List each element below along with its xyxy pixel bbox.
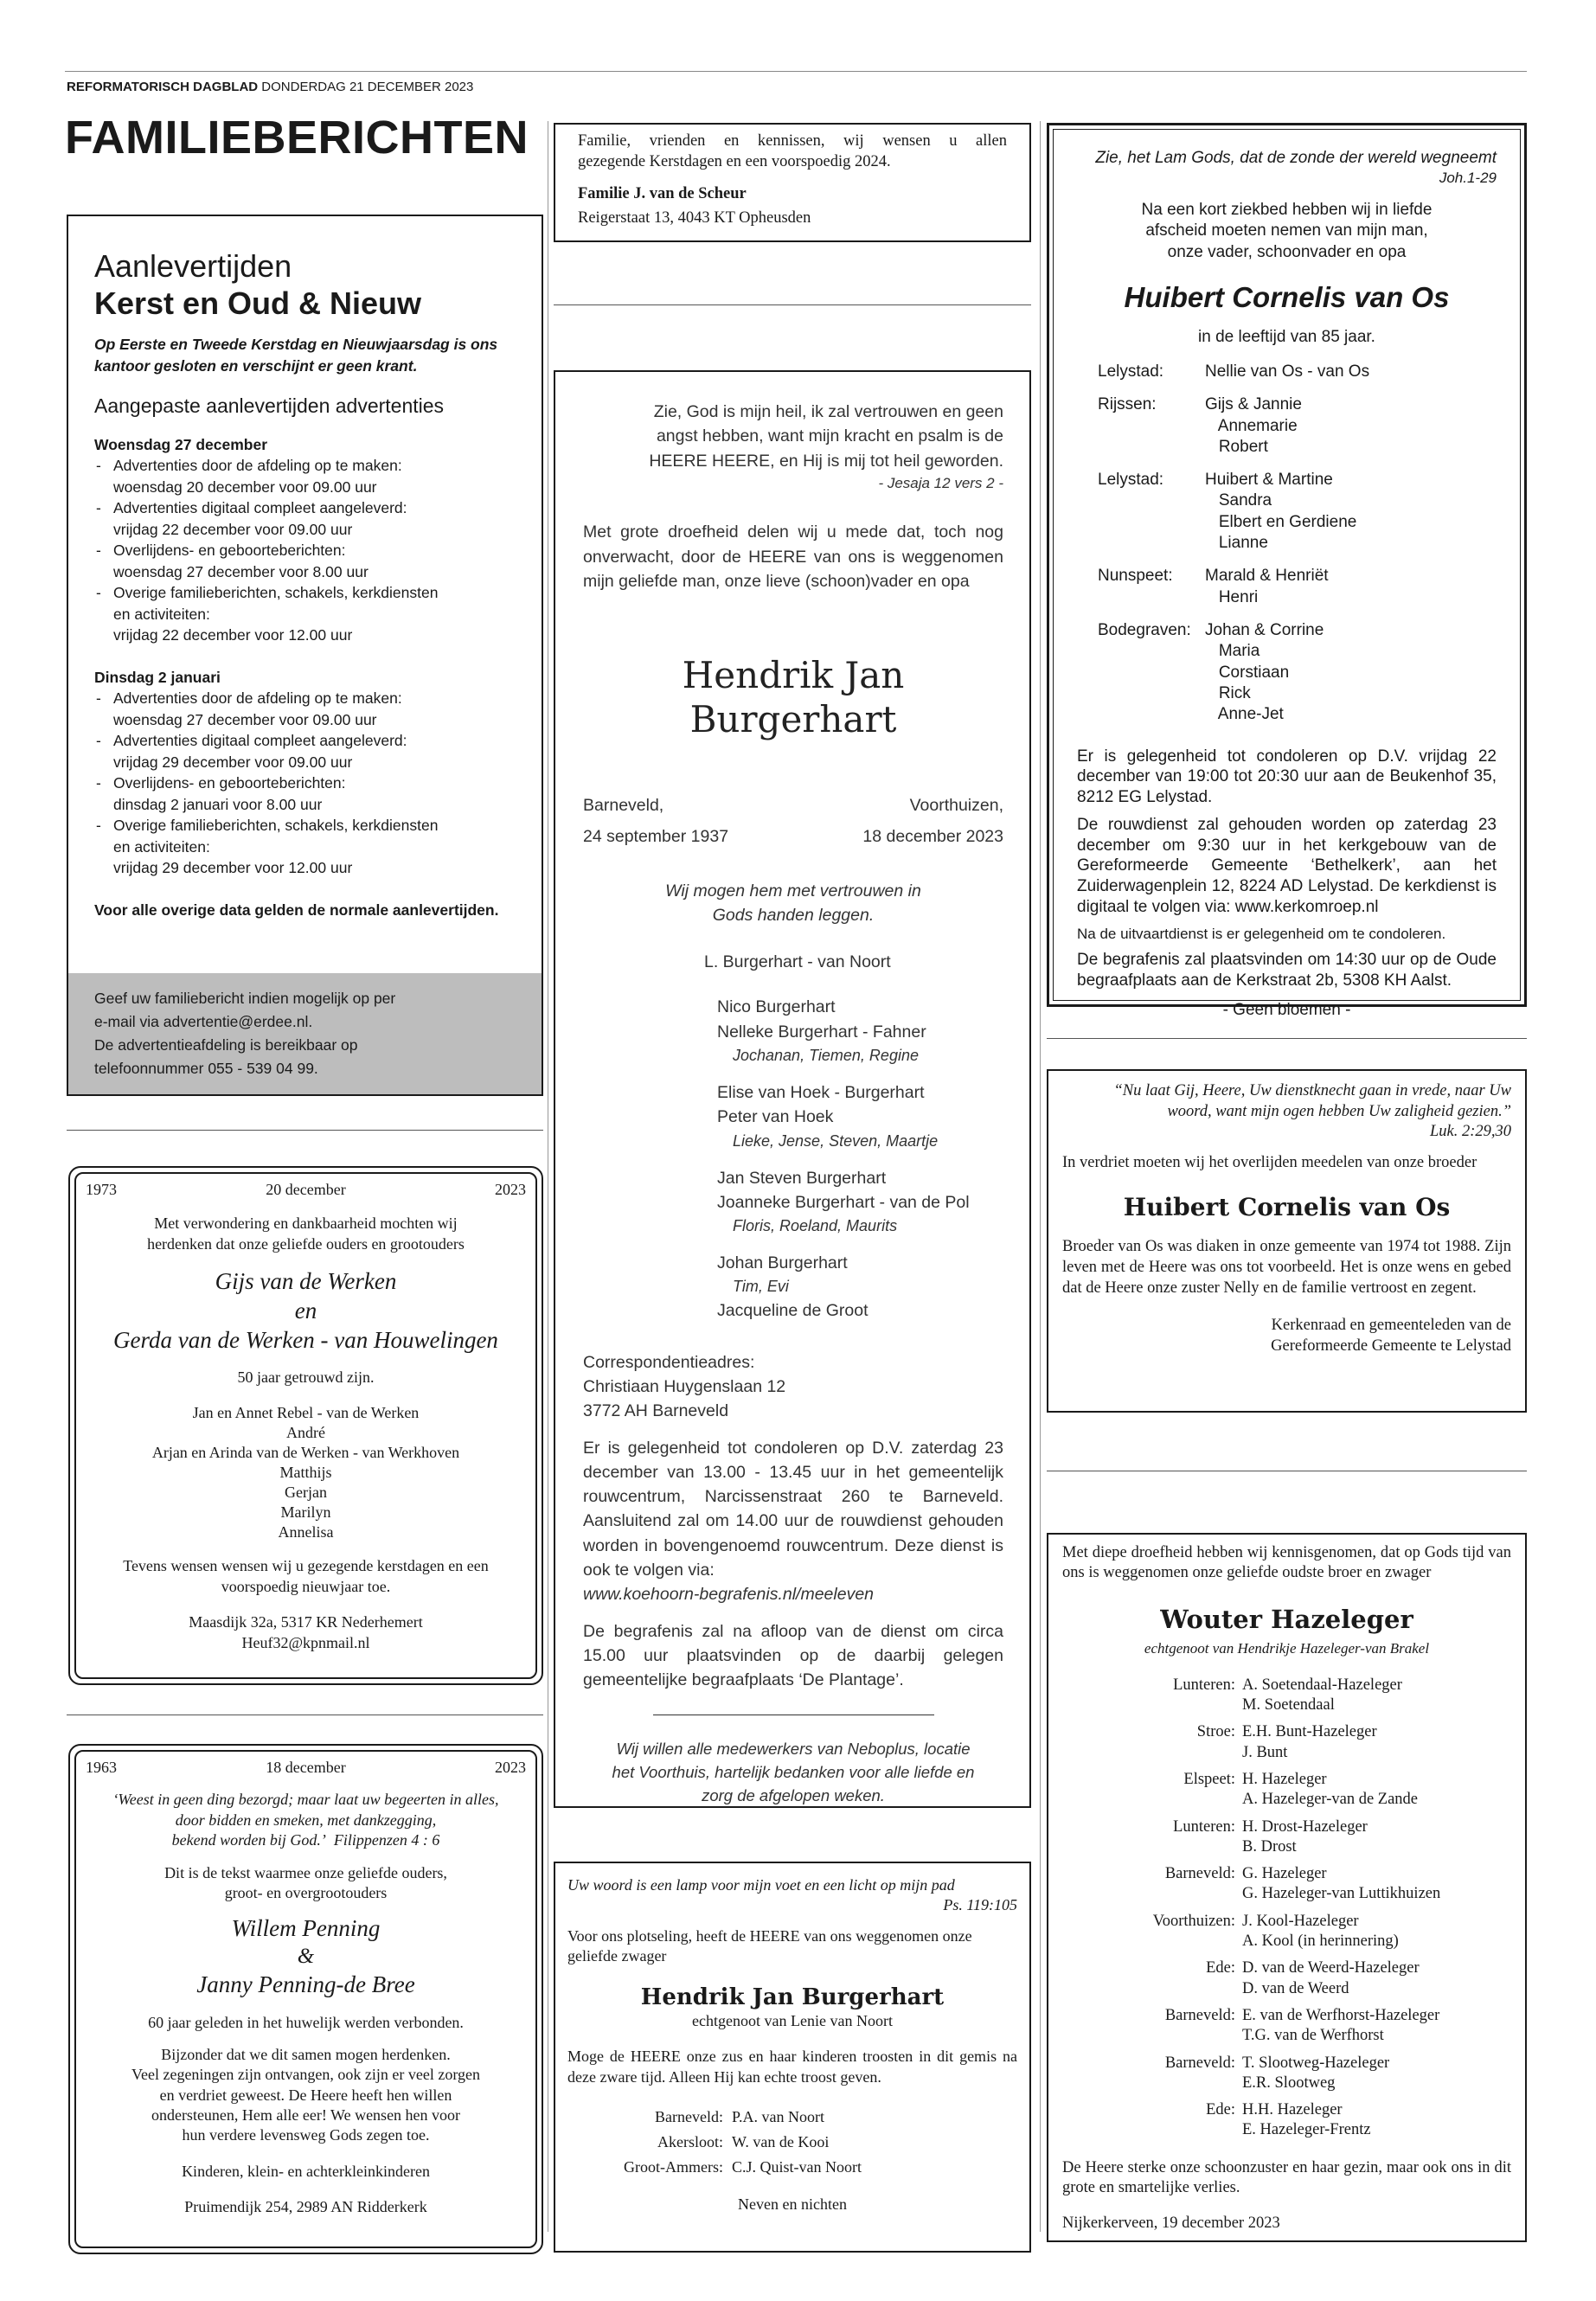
condolence-info: Er is gelegenheid tot condoleren op D.V. vrijdag 22 december van 19:00 tot 20:30 uur aan de Beukenhof 35, 8212 EG Lelystad. bbox=[1077, 747, 1497, 807]
anniversary-date: 20 december bbox=[266, 1181, 346, 1198]
church-notice-vanos: “Nu laat Gij, Heere, Uw dienstknecht gaan in vrede, naar Uw woord, want mijn ogen hebben Uw zaligheid gezien.” Luk. 2:29,30 In verdriet moeten wij het overlijden meedelen van onze broeder Huibert Cornelis van Os Broeder van Os was diaken in onze gemeente van 1974 tot 1988. Zijn leven met de Heere was ons tot voorbeeld. Het is onze wens en gebed dat de Heere onze zuster Nelly en de familie vertroost en zegent. Kerkenraad en gemeenteleden van de Gereformeerde Gemeente te Lelystad bbox=[1047, 1069, 1527, 1413]
deadline-item: - Overlijdens- en geboorteberichten: woensdag 27 december voor 8.00 uur bbox=[94, 540, 516, 582]
family-group: Jan Steven Burgerhart Joanneke Burgerhart - van de Pol Floris, Roeland, Maurits bbox=[717, 1168, 970, 1235]
bible-verse: Zie, God is mijn heil, ik zal vertrouwen en geen bbox=[653, 402, 1003, 421]
intro-text: herdenken dat onze geliefde ouders en grootouders bbox=[147, 1234, 465, 1253]
trust-text: Wij mogen hem met vertrouwen in bbox=[665, 881, 921, 901]
wish-text: Tevens wensen wensen wij u gezegende kerstdagen en een bbox=[123, 1557, 489, 1575]
family-group: Elise van Hoek - Burgerhart Peter van Hoek Lieke, Jense, Steven, Maartje bbox=[717, 1082, 939, 1150]
birth-date: 24 september 1937 bbox=[583, 827, 729, 847]
deceased-name: Hendrik Jan Burgerhart bbox=[682, 654, 905, 740]
birth-place: Barneveld, bbox=[583, 796, 664, 816]
years-married: 50 jaar getrouwd zijn. bbox=[237, 1368, 375, 1386]
divider bbox=[67, 1130, 543, 1131]
deadline-item: - Overige familieberichten, schakels, kerkdiensten en activiteiten: vrijdag 29 december voor 12.00 uur bbox=[94, 815, 516, 879]
greeting-text: gezegende Kerstdagen en een voorspoedig 2024. bbox=[578, 152, 891, 170]
deadline-block bbox=[94, 434, 516, 646]
deadlines-subtitle: Kerst en Oud & Nieuw bbox=[94, 285, 422, 322]
family-list: Jan en Annet Rebel - van de Werken André Arjan en Arinda van de Werken - van Werkhoven Matthijs Gerjan Marilyn Annelisa bbox=[151, 1404, 460, 1541]
website-link[interactable]: www.koehoorn-begrafenis.nl/meeleven bbox=[583, 1585, 875, 1605]
section-title: FAMILIEBERICHTEN bbox=[65, 112, 529, 163]
couple-name: Gerda van de Werken - van Houwelingen bbox=[113, 1326, 498, 1353]
bible-verse: Uw woord is een lamp voor mijn voet en een licht op mijn pad bbox=[567, 1876, 955, 1894]
greeting-text: Familie, vrienden en kennissen, wij wensen u allen bbox=[578, 132, 1007, 150]
deceased-name: Huibert Cornelis van Os bbox=[1123, 1192, 1451, 1221]
bible-verse: Zie, het Lam Gods, dat de zonde der wereld wegneemt bbox=[1095, 149, 1497, 167]
deadline-item: - Advertenties door de afdeling op te maken: woensdag 27 december voor 09.00 uur bbox=[94, 688, 516, 730]
deadline-item: - Advertenties digitaal compleet aangeleverd: vrijdag 29 december voor 09.00 uur bbox=[94, 730, 516, 772]
announcement-text: Na een kort ziekbed hebben wij in liefde bbox=[1141, 201, 1433, 220]
issue-date: DONDERDAG 21 DECEMBER 2023 bbox=[261, 80, 474, 94]
contact-email[interactable]: e-mail via advertentie@erdee.nl. bbox=[94, 1013, 313, 1031]
deadline-item: - Advertenties door de afdeling op te maken: woensdag 20 december voor 09.00 uur bbox=[94, 455, 516, 497]
announcement-text: Voor ons plotseling, heeft de HEERE van ons weggenomen onze geliefde zwager bbox=[567, 1926, 972, 1965]
widow: L. Burgerhart - van Noort bbox=[704, 952, 891, 972]
signature: Kinderen, klein- en achterkleinkinderen bbox=[182, 2162, 430, 2180]
announcement-text: Met grote droefheid delen wij u mede dat, toch nog onverwacht, door de HEERE van ons is weggenomen mijn geliefde man, onze lieve (schoon)vader en opa bbox=[583, 522, 1003, 591]
intro-text: groot- en overgrootouders bbox=[224, 1883, 388, 1901]
year-from: 1963 bbox=[86, 1759, 117, 1776]
spouse-info: echtgenoot van Lenie van Noort bbox=[692, 2011, 893, 2029]
couple-name: Janny Penning-de Bree bbox=[196, 1971, 415, 1998]
header-rule bbox=[65, 71, 1527, 72]
intro-text: Dit is de tekst waarmee onze geliefde ouders, bbox=[164, 1863, 447, 1881]
deadline-block-heading: Woensdag 27 december bbox=[94, 435, 268, 453]
adjusted-deadlines-heading: Aangepaste aanlevertijden advertenties bbox=[94, 394, 445, 418]
divider bbox=[1047, 1038, 1527, 1039]
signature: Neven en nichten bbox=[738, 2195, 847, 2214]
year-to: 2023 bbox=[494, 1759, 526, 1776]
family-group: Johan Burgerhart Tim, Evi Jacqueline de Groot bbox=[717, 1253, 869, 1320]
address: Pruimendijk 254, 2989 AN Ridderkerk bbox=[184, 2198, 427, 2216]
deadline-item: - Overige familieberichten, schakels, kerkdiensten en activiteiten: vrijdag 22 december voor 12.00 uur bbox=[94, 582, 516, 646]
deceased-name: Hendrik Jan Burgerhart bbox=[640, 1984, 945, 2010]
anniversary-penning: 1963 18 december 2023 ‘Weest in geen ding bezorgd; maar laat uw begeerten in alles, door bidden en smeken, met dankzegging, bekend worden bij God.’ Filippenzen 4 : 6 Dit is de tekst waarmee onze geliefde ouders, groot- en overgrootouders Willem Penning & Janny Penning-de Bree 60 jaar geleden in het huwelijk werden verbonden. Bijzonder dat we dit samen mogen herdenken. Veel zegeningen zijn ontvangen, ook zijn er veel zorgen en verdriet geweest. De Heere heeft hen willen ondersteunen, Hem alle eer! We wensen hen voor hun verdere levensweg Gods zegen toe. Kinderen, klein- en achterkleinkinderen Pruimendijk 254, 2989 AN Ridderkerk bbox=[68, 1744, 543, 2254]
couple-name: Willem Penning bbox=[231, 1915, 381, 1942]
spouse-info: echtgenoot van Hendrikje Hazeleger-van Brakel bbox=[1144, 1640, 1430, 1657]
correspondence-address: Correspondentieadres: Christiaan Huygenslaan 12 3772 AH Barneveld bbox=[583, 1352, 786, 1421]
deadlines-title: Aanlevertijden bbox=[94, 248, 292, 284]
anniversary-date: 18 december bbox=[266, 1759, 346, 1776]
verse-reference: Ps. 119:105 bbox=[943, 1896, 1017, 1914]
death-notice-burgerhart: Zie, God is mijn heil, ik zal vertrouwen en geen angst hebben, want mijn kracht en psalm is de HEERE HEERE, en Hij is mij tot heil geworden. - Jesaja 12 vers 2 - Met grote droefheid delen wij u mede dat, toch nog onverwacht, door de HEERE van ons is weggenomen mijn geliefde man, onze lieve (schoon)vader en opa Hendrik Jan Burgerhart Barneveld, 24 september 1937 Voorthuizen, 18 december 2023 Wij mogen hem met vertrouwen in Gods handen leggen. L. Burgerhart - van Noort Nico Burgerhart Nelleke Burgerhart - Fahner Jochanan, Tiemen, Regine Elise van Hoek - Burgerhart Peter van Hoek Lieke, Jense, Steven, Maartje Jan Steven Burgerhart Joanneke Burgerhart - van de Pol Floris, Roeland, Maurits Johan Burgerhart Tim, Evi Jacqueline de Groot Correspondentieadres: Christiaan Huygenslaan 12 3772 AH Barneveld Er is gelegenheid tot condoleren op D.V. zaterdag 23 december van 13.00 - 13.45 uur in het gemeentelijk rouwcentrum, Narcissenstraat 260 te Barneveld. Aansluitend zal om 14.00 uur de rouwdienst gehouden worden in bovengenoemd rouwcentrum. Deze dienst is ook te volgen via: www.koehoorn-begrafenis.nl/meeleven De begrafenis zal na afloop van de dienst om circa 15.00 uur plaatsvinden op de daarbij gelegen gemeentelijke begraafplaats ‘De Plantage’. Wij willen alle medewerkers van Neboplus, locatie het Voorthuis, hartelijk bedanken voor alle liefde en zorg de afgelopen weken. bbox=[554, 370, 1031, 1808]
no-flowers: - Geen bloemen - bbox=[1222, 1000, 1351, 1019]
announcement-text: Met diepe droefheid hebben wij kennisgenomen, dat op Gods tijd van ons is weggenomen onze geliefde oudste broer en zwager bbox=[1062, 1544, 1511, 1582]
sender-name: Familie J. van de Scheur bbox=[578, 185, 747, 203]
deceased-name: Huibert Cornelis van Os bbox=[1124, 281, 1450, 313]
anniversary-text: Bijzonder dat we dit samen mogen herdenken. Veel zegeningen zijn ontvangen, ook zijn er veel zorgen en verdriet geweest. De Heere heeft hen willen ondersteunen, Hem alle eer! We wensen hen voor hun verdere levensweg Gods zegen toe. bbox=[131, 2045, 480, 2144]
contact-footer: Geef uw familiebericht indien mogelijk op per e-mail via advertentie@erdee.nl. De advertentieafdeling is bereikbaar op telefoonnummer 055 - 539 04 99. bbox=[68, 973, 542, 1094]
deadlines-closing: Voor alle overige data gelden de normale aanlevertijden. bbox=[94, 901, 499, 919]
life-dates bbox=[583, 793, 1003, 849]
anniversary-vandewerken: 1973 20 december 2023 Met verwondering en dankbaarheid mochten wij herdenken dat onze geliefde ouders en grootouders Gijs van de Werken en Gerda van de Werken - van Houwelingen 50 jaar getrouwd zijn. Jan en Annet Rebel - van de Werken André Arjan en Arinda van de Werken - van Werkhoven Matthijs Gerjan Marilyn Annelisa Tevens wensen wensen wij u gezegende kerstdagen en een voorspoedig nieuwjaar toe. Maasdijk 32a, 5317 KR Nederhemert Heuf32@kpnmail.nl bbox=[68, 1166, 543, 1685]
family-list: Lelystad: Nellie van Os - van Os Rijssen: Gijs & Jannie Annemarie Robert Lelystad: Huibert & Martine Sandra Elbert en Gerdiene Lianne Nunspeet: Marald & Henriët Henri Bodegraven: Johan & Corrine Maria Corstiaan Rick Anne-Jet bbox=[1098, 362, 1370, 724]
deadline-block-heading: Dinsdag 2 januari bbox=[94, 668, 221, 686]
verse-reference: Filippenzen 4 : 6 bbox=[333, 1831, 440, 1849]
email-link[interactable]: Heuf32@kpnmail.nl bbox=[241, 1633, 370, 1651]
comfort-text: De Heere sterke onze schoonzuster en haar gezin, maar ook ons in dit grote en smartelijke verlies. bbox=[1062, 2158, 1511, 2197]
death-notice-vanos: Zie, het Lam Gods, dat de zonde der wereld wegneemt Joh.1-29 Na een kort ziekbed hebben wij in liefde afscheid moeten nemen van mijn man, onze vader, schoonvader en opa Huibert Cornelis van Os in de leeftijd van 85 jaar. Lelystad: Nellie van Os - van Os Rijssen: Gijs & Jannie Annemarie Robert Lelystad: Huibert & Martine Sandra Elbert en Gerdiene Lianne Nunspeet: Marald & Henriët Henri Bodegraven: Johan & Corrine Maria Corstiaan Rick Anne-Jet Er is gelegenheid tot condoleren op D.V. vrijdag 22 december van 19:00 tot 20:30 uur aan de Beukenhof 35, 8212 EG Lelystad. De rouwdienst zal gehouden worden op zaterdag 23 december om 9:30 uur in het kerkgebouw van de Gereformeerde Gemeente ‘Bethelkerk’, aan het Zuiderwagenplein 12, 8224 AD Lelystad. De kerkdienst is digitaal te volgen via: www.kerkomroep.nl Na de uitvaartdienst is er gelegenheid om te condoleren. De begrafenis zal plaatsvinden om 14:30 uur op de Oude begraafplaats aan de Kerkstraat 2b, 5308 KH Aalst. - Geen bloemen - bbox=[1047, 123, 1527, 1007]
condolence-info: Er is gelegenheid tot condoleren op D.V. zaterdag 23 december van 13.00 - 13.45 uur in het gemeentelijk rouwcentrum, Narcissenstraat 260 te Barneveld. Aansluitend zal om 14.00 uur de rouwdienst gehouden worden in bovengenoemd rouwcentrum. Deze dienst is ook te volgen via: bbox=[583, 1438, 1003, 1580]
intro-text: Met verwondering en dankbaarheid mochten wij bbox=[154, 1215, 458, 1233]
verse-reference: Luk. 2:29,30 bbox=[1429, 1123, 1511, 1141]
contact-phone[interactable]: telefoonnummer 055 - 539 04 99. bbox=[94, 1060, 318, 1078]
family-group: Nico Burgerhart Nelleke Burgerhart - Fahner Jochanan, Tiemen, Regine bbox=[717, 997, 926, 1064]
masthead bbox=[67, 80, 473, 94]
closure-notice: Op Eerste en Tweede Kerstdag en Nieuwjaarsdag is ons kantoor gesloten en verschijnt er geen krant. bbox=[94, 336, 498, 375]
paper-name: REFORMATORISCH DAGBLAD bbox=[67, 80, 259, 94]
divider bbox=[554, 304, 1031, 305]
service-info: De rouwdienst zal gehouden worden op zaterdag 23 december om 9:30 uur in het kerkgebouw van de Gereformeerde Gemeente ‘Bethelkerk’, aan het Zuiderwagenplein 12, 8224 AD Lelystad. De kerkdienst is digitaal te volgen via: www.kerkomroep.nl bbox=[1077, 815, 1497, 916]
year-to: 2023 bbox=[494, 1181, 526, 1198]
bible-verse: ‘Weest in geen ding bezorgd; maar laat uw begeerten in alles, bbox=[112, 1791, 499, 1809]
family-list: Lunteren: A. Soetendaal-Hazeleger M. Soetendaal Stroe: E.H. Bunt-Hazeleger J. Bunt Elspeet: H. Hazeleger A. Hazeleger-van de Zande Lunteren: H. Drost-Hazeleger B. Drost Barneveld: G. Hazeleger G. Hazeleger-van Luttikhuizen Voorthuizen: J. Kool-Hazeleger A. Kool (in herinnering) Ede: D. van de Weerd-Hazeleger D. van de Weerd Barneveld: E. van de Werfhorst-Hazeleger T.G. van de Werfhorst Barneveld: T. Slootweg-Hazeleger E.R. Slootweg Ede: H.H. Hazeleger E. Hazeleger-Frentz bbox=[1152, 1676, 1441, 2139]
death-notice-burgerhart-family bbox=[554, 1862, 1031, 2253]
column-divider bbox=[1040, 121, 1041, 2232]
thanks-text: Wij willen alle medewerkers van Neboplus, locatie bbox=[616, 1740, 971, 1759]
years-married: 60 jaar geleden in het huwelijk werden verbonden. bbox=[148, 2013, 464, 2031]
comfort-text: Moge de HEERE onze zus en haar kinderen troosten in dit gemis na deze zware tijd. Alleen Hij kan echte troost geven. bbox=[567, 2048, 1017, 2086]
wish-text: voorspoedig nieuwjaar toe. bbox=[221, 1577, 391, 1595]
death-date: 18 december 2023 bbox=[862, 827, 1003, 847]
address: Reigerstaat 13, 4043 KT Opheusden bbox=[578, 209, 811, 228]
signature: Kerkenraad en gemeenteleden van de bbox=[1271, 1317, 1511, 1335]
death-notice-hazeleger bbox=[1047, 1533, 1527, 2242]
verse-reference: - Jesaja 12 vers 2 - bbox=[878, 474, 1003, 491]
place-date: Nijkerkerveen, 19 december 2023 bbox=[1062, 2214, 1280, 2233]
bible-verse: “Nu laat Gij, Heere, Uw dienstknecht gaan in vrede, naar Uw bbox=[1113, 1082, 1511, 1099]
death-place: Voorthuizen, bbox=[909, 796, 1003, 816]
couple-name: Gijs van de Werken bbox=[215, 1268, 397, 1295]
condolence-note: Na de uitvaartdienst is er gelegenheid om te condoleren. bbox=[1077, 925, 1446, 942]
tribute-text: Broeder van Os was diaken in onze gemeente van 1974 tot 1988. Zijn leven met de Heere was ons tot voorbeeld. Het is onze wens en gebed dat de Heere onze zuster Nelly en de familie vertroost en zegent. bbox=[1062, 1238, 1511, 1297]
verse-reference: Joh.1-29 bbox=[1439, 170, 1497, 187]
announcement-text: In verdriet moeten wij het overlijden meedelen van onze broeder bbox=[1062, 1154, 1477, 1172]
deceased-name: Wouter Hazeleger bbox=[1160, 1604, 1413, 1634]
burial-info: De begrafenis zal na afloop van de dienst om circa 15.00 uur plaatsvinden op de daarbij gelegen gemeentelijke begraafplaats ‘De Plantage’. bbox=[583, 1621, 1003, 1690]
deadline-block bbox=[94, 667, 516, 879]
deadline-item: - Advertenties digitaal compleet aangeleverd: vrijdag 22 december voor 09.00 uur bbox=[94, 497, 516, 540]
address: Maasdijk 32a, 5317 KR Nederhemert bbox=[189, 1613, 423, 1631]
seasons-greetings-vanderscheur bbox=[554, 123, 1031, 242]
family-list: Barneveld: P.A. van Noort Akersloot: W. van de Kooi Groot-Ammers: C.J. Quist-van Noort bbox=[624, 2107, 862, 2176]
age: in de leeftijd van 85 jaar. bbox=[1198, 327, 1375, 346]
burial-info: De begrafenis zal plaatsvinden om 14:30 uur op de Oude begraafplaats aan de Kerkstraat 2b, 5308 KH Aalst. bbox=[1077, 951, 1497, 990]
deadlines-notice bbox=[67, 215, 543, 1096]
year-from: 1973 bbox=[86, 1181, 117, 1198]
deadline-item: - Overlijdens- en geboorteberichten: dinsdag 2 januari voor 8.00 uur bbox=[94, 772, 516, 815]
